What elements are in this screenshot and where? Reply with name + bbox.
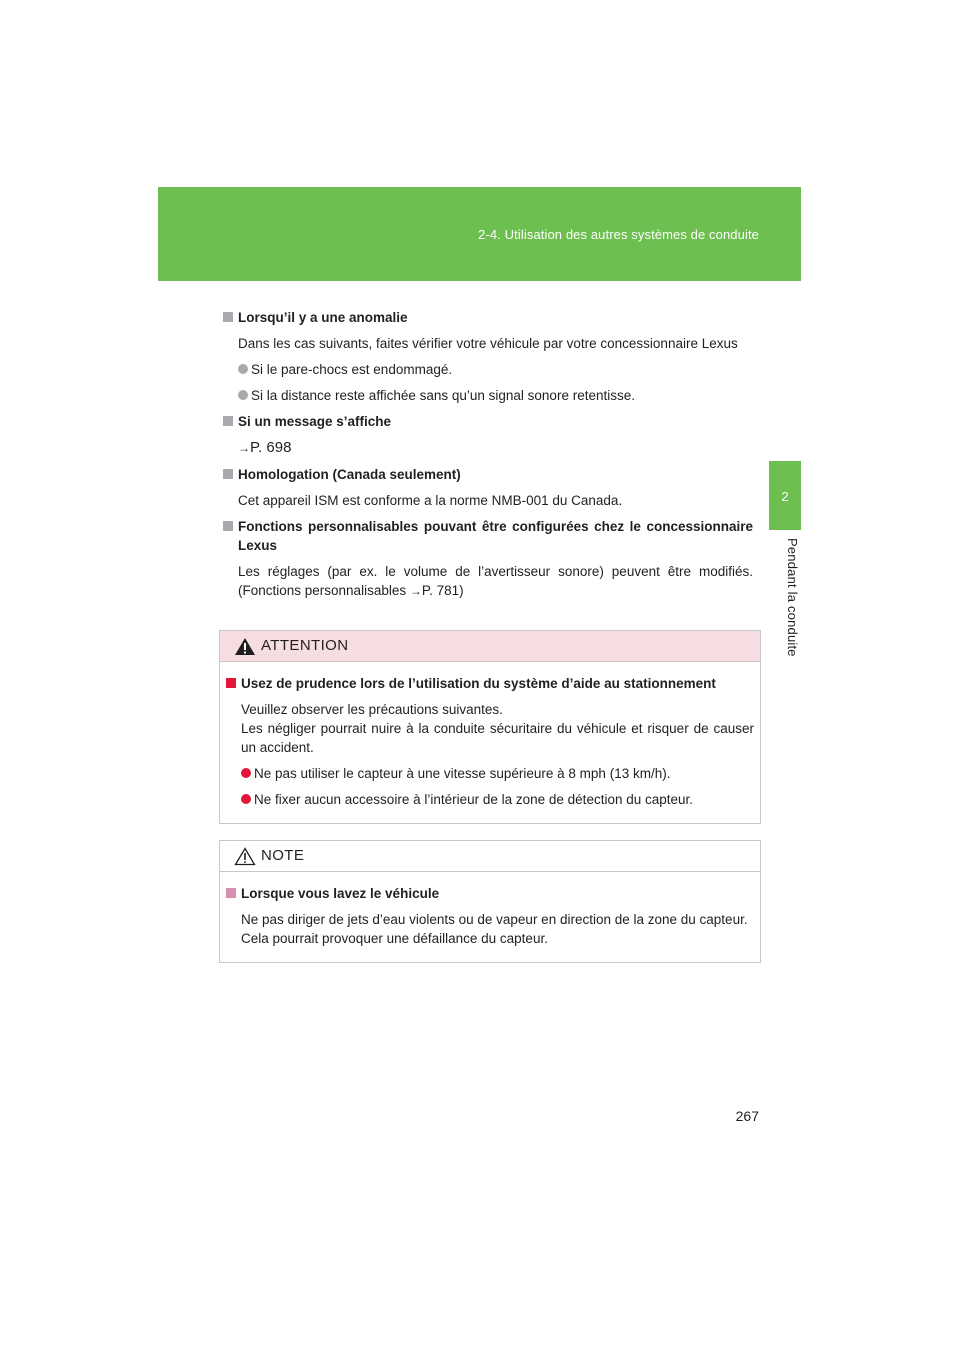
list-item: Si la distance reste affichée sans qu’un signal sonore retentisse. bbox=[223, 386, 753, 405]
page-reference-link[interactable]: P. 698 bbox=[250, 439, 292, 456]
anomaly-intro: Dans les cas suivants, faites vérifier votre véhicule par votre concessionnaire Lexus bbox=[238, 336, 738, 351]
square-bullet-icon bbox=[223, 469, 233, 479]
message-heading: Si un message s’affiche bbox=[223, 412, 753, 431]
chapter-tab bbox=[769, 461, 801, 530]
chapter-number: 2 bbox=[781, 489, 789, 504]
attention-label: ATTENTION bbox=[261, 637, 349, 654]
page-reference-link[interactable]: P. 781) bbox=[421, 583, 464, 598]
attention-heading: Usez de prudence lors de l’utilisation du système d’aide au stationnement bbox=[226, 674, 754, 693]
list-item: Ne fixer aucun accessoire à l’intérieur de la zone de détection du capteur. bbox=[226, 790, 754, 809]
arrow-icon: → bbox=[409, 584, 422, 598]
square-bullet-icon bbox=[226, 678, 236, 688]
note-box bbox=[219, 840, 761, 963]
square-bullet-icon bbox=[223, 521, 233, 531]
homologation-heading: Homologation (Canada seulement) bbox=[223, 465, 753, 484]
round-bullet-icon bbox=[241, 794, 251, 804]
note-text: Ne pas diriger de jets d’eau violents ou de vapeur en direction de la zone du capteur. Cela pourrait provoquer une défaillance du capteur. bbox=[241, 912, 748, 946]
round-bullet-icon bbox=[238, 390, 248, 400]
header-band bbox=[158, 187, 801, 281]
message-ref bbox=[223, 438, 753, 458]
square-bullet-icon bbox=[223, 312, 233, 322]
note-label: NOTE bbox=[261, 847, 305, 864]
note-heading: Lorsque vous lavez le véhicule bbox=[226, 884, 754, 903]
arrow-icon: → bbox=[238, 441, 250, 455]
attention-header bbox=[220, 631, 760, 662]
square-bullet-icon bbox=[223, 416, 233, 426]
attention-body bbox=[220, 662, 760, 823]
warning-icon bbox=[234, 637, 256, 656]
custom-heading: Fonctions personnalisables pouvant être configurées chez le concessionnaire Lexus bbox=[223, 517, 753, 555]
anomaly-heading: Lorsqu’il y a une anomalie bbox=[223, 308, 753, 327]
round-bullet-icon bbox=[238, 364, 248, 374]
page-number: 267 bbox=[735, 1108, 759, 1124]
round-bullet-icon bbox=[241, 768, 251, 778]
note-header bbox=[220, 841, 760, 872]
list-item: Ne pas utiliser le capteur à une vitesse supérieure à 8 mph (13 km/h). bbox=[226, 764, 754, 783]
caution-outline-icon bbox=[234, 847, 256, 866]
note-body bbox=[220, 872, 760, 962]
square-bullet-icon bbox=[226, 888, 236, 898]
list-item: Si le pare-chocs est endommagé. bbox=[223, 360, 753, 379]
chapter-label: Pendant la conduite bbox=[785, 538, 800, 657]
attention-box bbox=[219, 630, 761, 824]
main-content bbox=[223, 308, 753, 601]
homologation-text: Cet appareil ISM est conforme a la norme NMB-001 du Canada. bbox=[238, 493, 623, 508]
section-title: 2-4. Utilisation des autres systèmes de conduite bbox=[478, 227, 759, 242]
custom-text: Les réglages (par ex. le volume de l’avertisseur sonore) peuvent être modifiés. (Fonctions personnalisables →P. 781) bbox=[238, 564, 753, 598]
attention-text: Veuillez observer les précautions suivantes. Les négliger pourrait nuire à la conduite sécuritaire du véhicule et risquer de causer un accident. bbox=[241, 702, 754, 755]
